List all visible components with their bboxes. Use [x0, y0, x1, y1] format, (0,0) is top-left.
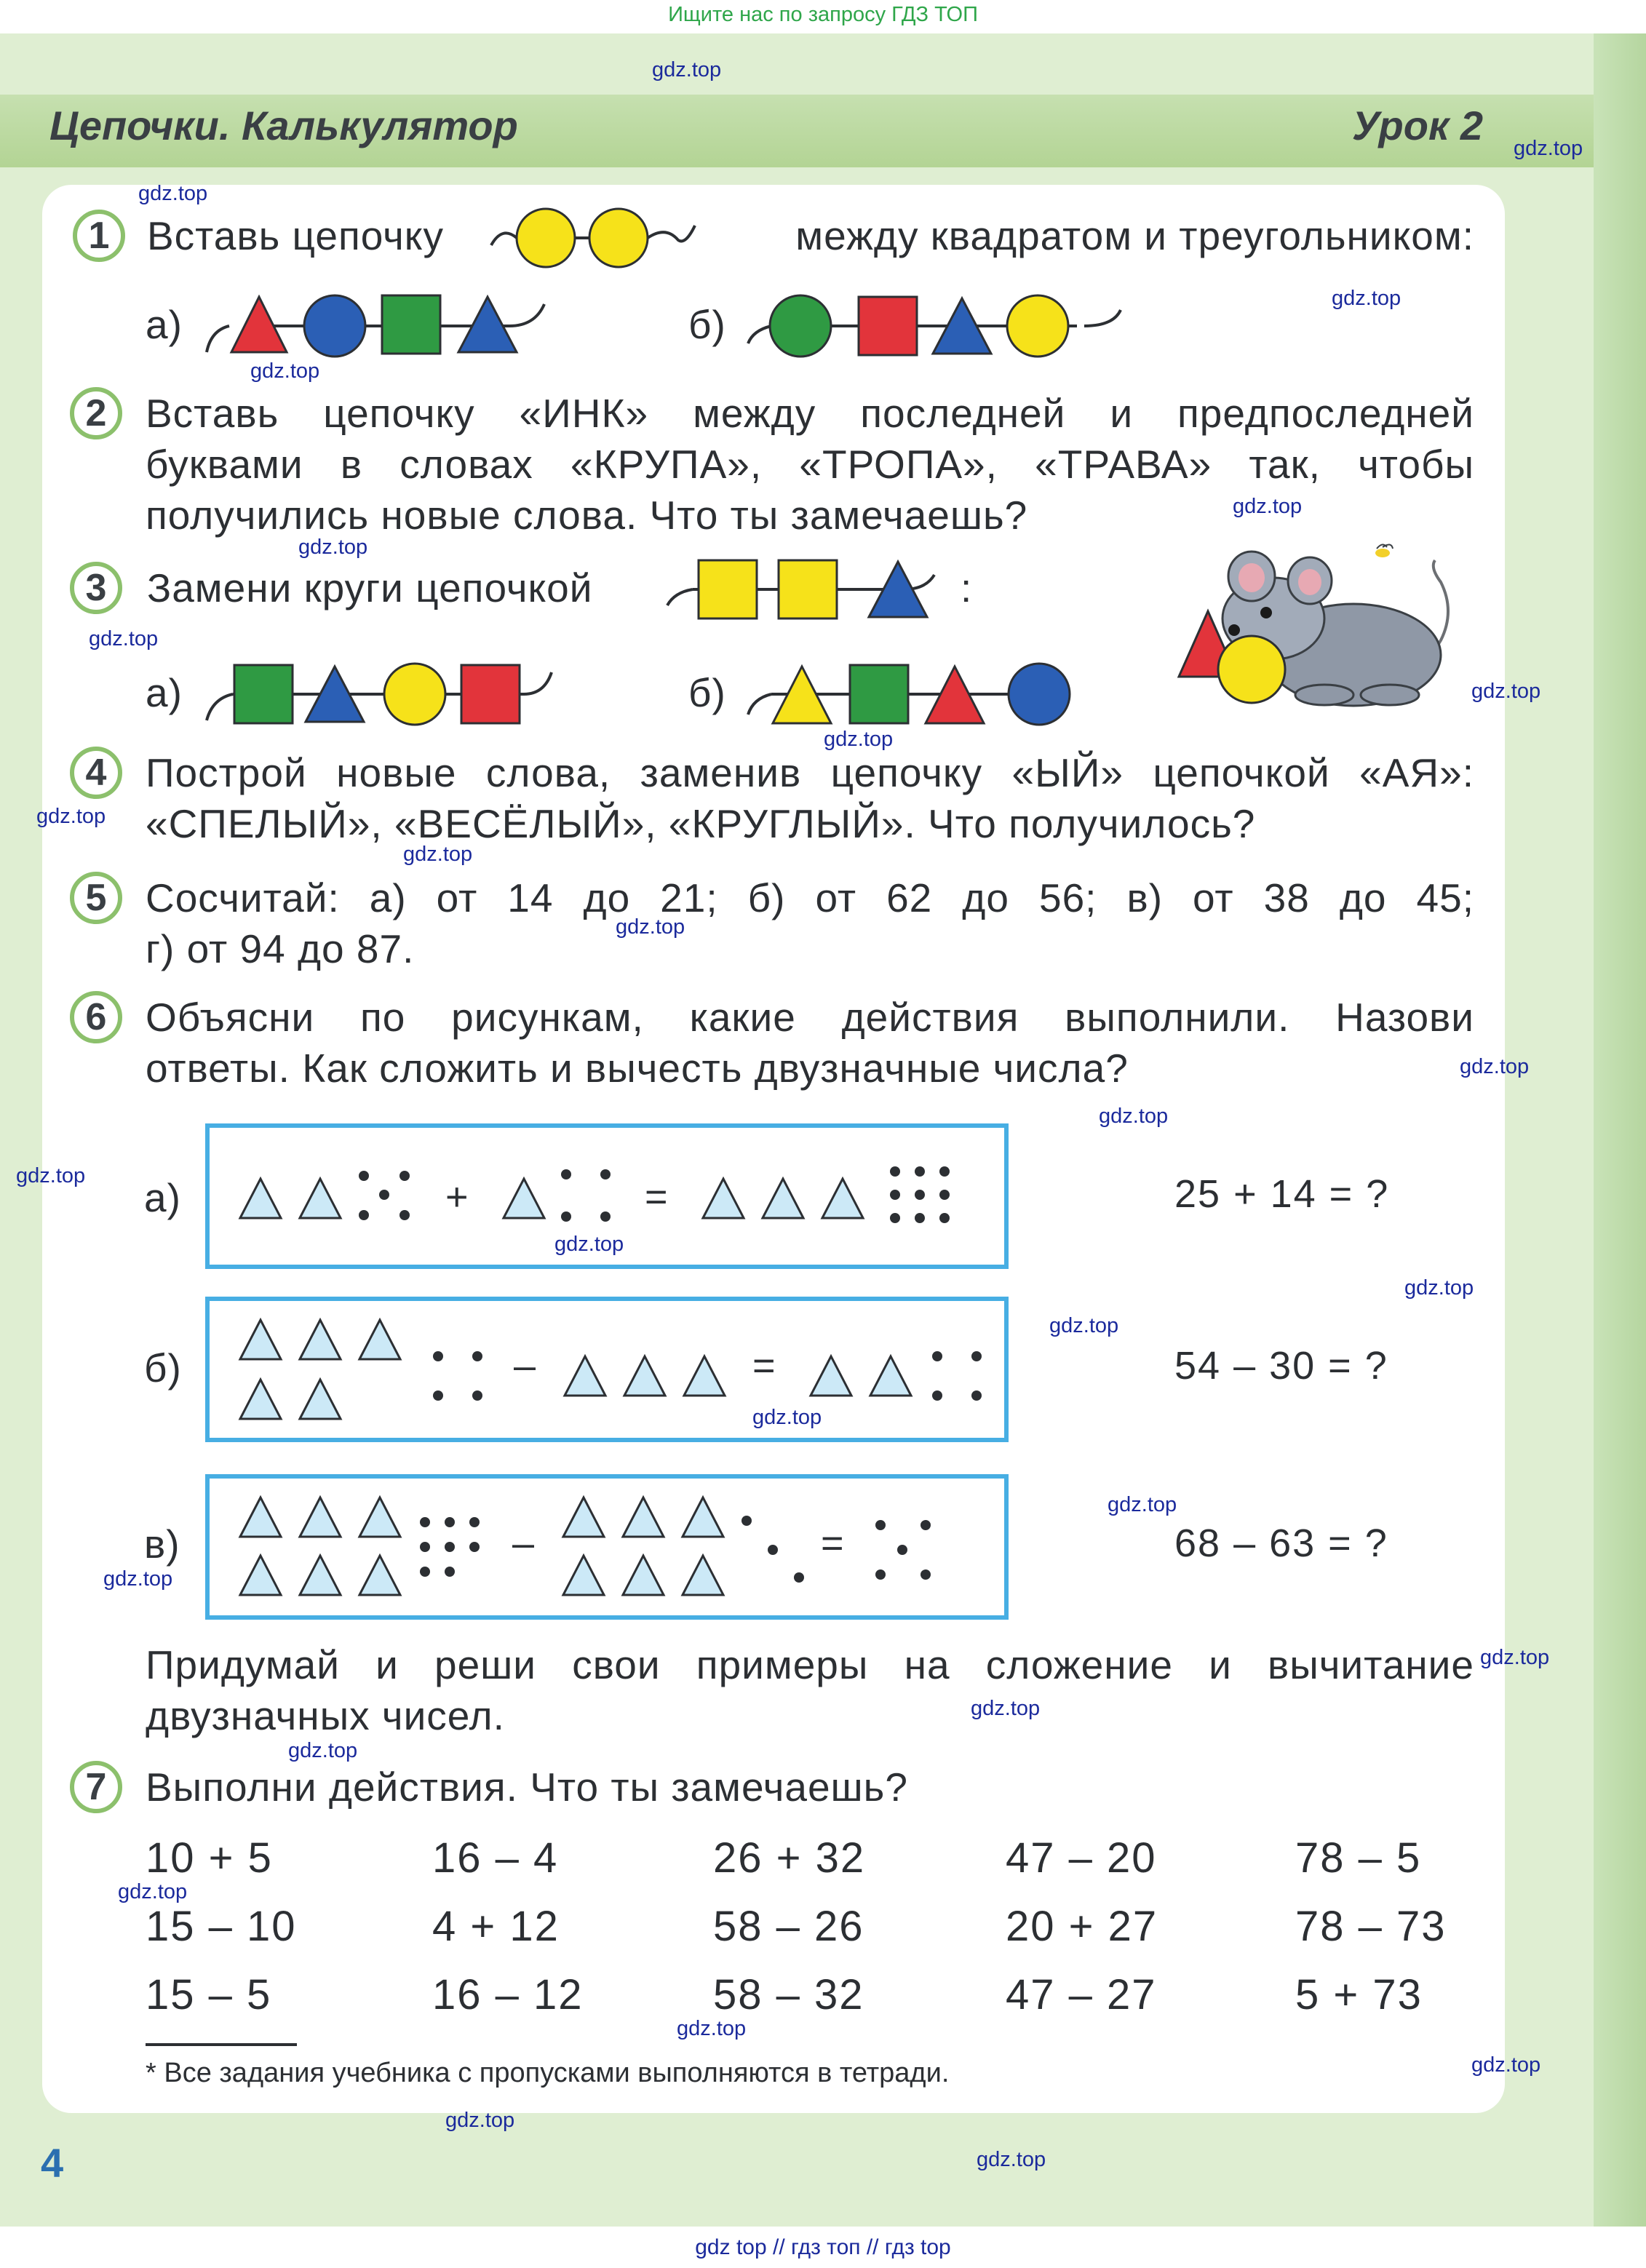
- task7-cell: 4 + 12: [432, 1903, 560, 1950]
- watermark: gdz.top: [824, 728, 894, 751]
- task6-line-1: Объясни по рисункам, какие действия выполнили. Назови: [146, 995, 1474, 1040]
- chain-task3-a: [204, 656, 568, 729]
- task1-text-b: между квадратом и треугольником:: [795, 213, 1474, 258]
- task7-cell: 58 – 26: [713, 1903, 864, 1950]
- page-title: Цепочки. Калькулятор: [49, 103, 518, 148]
- top-banner: [0, 0, 1646, 33]
- mouse-illustration: [1164, 531, 1470, 720]
- task7-text: Выполни действия. Что ты замечаешь?: [146, 1764, 908, 1810]
- task3-colon: :: [961, 565, 973, 610]
- task3-label-a: а): [146, 670, 183, 715]
- task6-after-line-1: Придумай и реши свои примеры на сложение и вычитание: [146, 1642, 1474, 1687]
- watermark: gdz.top: [652, 58, 722, 81]
- page-number: 4: [41, 2140, 64, 2186]
- watermark: gdz.top: [445, 2109, 515, 2132]
- task6-row-a-plus: +: [445, 1175, 470, 1219]
- task7-cell: 20 + 27: [1006, 1903, 1158, 1950]
- chain-task1-b: [742, 288, 1135, 361]
- task5-line-2: г) от 94 до 87.: [146, 926, 415, 971]
- page-edge: [1594, 33, 1646, 2227]
- task-number-3: 3: [70, 562, 122, 614]
- task1-label-b: б): [688, 302, 726, 347]
- watermark: gdz.top: [1471, 680, 1541, 703]
- task7-cell: 58 – 32: [713, 1971, 864, 2018]
- task7-cell: 16 – 12: [432, 1971, 584, 2018]
- watermark: gdz.top: [1233, 495, 1303, 518]
- task6-row-b-expr: 54 – 30 = ?: [1174, 1344, 1388, 1388]
- task7-cell: 5 + 73: [1295, 1971, 1423, 2018]
- watermark: gdz.top: [250, 359, 320, 383]
- watermark: gdz.top: [89, 627, 159, 650]
- task3-label-b: б): [688, 670, 726, 715]
- task6-row-c-expr: 68 – 63 = ?: [1174, 1521, 1388, 1565]
- watermark: gdz.top: [103, 1567, 173, 1591]
- task6-row-b-minus: –: [514, 1344, 538, 1388]
- watermark: gdz.top: [1471, 2053, 1541, 2077]
- top-banner-text: Ищите нас по запросу ГДЗ ТОП: [668, 3, 978, 26]
- task-number-6: 6: [70, 991, 122, 1043]
- watermark: gdz.top: [138, 182, 208, 205]
- footnote: * Все задания учебника с пропусками выполняются в тетради.: [146, 2058, 950, 2088]
- task2-line-2: буквами в словах «КРУПА», «ТРОПА», «ТРАВА» так, чтобы: [146, 442, 1474, 487]
- chain-task1-a: [204, 288, 553, 361]
- watermark: gdz.top: [1332, 287, 1402, 310]
- task6-row-a-expr: 25 + 14 = ?: [1174, 1172, 1390, 1216]
- bottom-banner: [0, 2227, 1646, 2268]
- task6-row-c-label: в): [144, 1521, 180, 1567]
- task6-after-line-2: двузначных чисел.: [146, 1693, 505, 1738]
- task6-row-a-eq: =: [645, 1175, 669, 1219]
- task-number-5: 5: [70, 872, 122, 924]
- watermark: gdz.top: [1099, 1105, 1169, 1128]
- task6-picture-a: [233, 1157, 990, 1237]
- watermark: gdz.top: [1049, 1314, 1119, 1337]
- watermark: gdz.top: [971, 1697, 1041, 1720]
- task-number-4: 4: [70, 747, 122, 799]
- task1-label-a: а): [146, 302, 183, 347]
- task-number-1: 1: [73, 210, 125, 262]
- watermark: gdz.top: [288, 1739, 358, 1762]
- task7-cell: 15 – 5: [146, 1971, 272, 2018]
- watermark: gdz.top: [1404, 1276, 1474, 1300]
- task6-row-a-label: а): [144, 1175, 181, 1220]
- task6-picture-c: [233, 1484, 990, 1608]
- task5-line-1: Сосчитай: а) от 14 до 21; б) от 62 до 56; в) от 38 до 45;: [146, 875, 1474, 920]
- task6-row-c-minus: –: [512, 1521, 536, 1565]
- watermark: gdz.top: [977, 2148, 1046, 2171]
- task7-cell: 47 – 27: [1006, 1971, 1157, 2018]
- watermark: gdz.top: [1108, 1493, 1177, 1516]
- task7-cell: 10 + 5: [146, 1834, 273, 1882]
- chain-task3-b: [742, 656, 1084, 729]
- watermark: gdz.top: [118, 1880, 188, 1903]
- watermark: gdz.top: [1480, 1646, 1550, 1669]
- watermark: gdz.top: [554, 1233, 624, 1256]
- watermark: gdz.top: [677, 2017, 747, 2040]
- watermark: gdz.top: [298, 536, 368, 559]
- task6-row-b-eq: =: [752, 1344, 777, 1388]
- bottom-banner-text: gdz top // гдз топ // гдз top: [695, 2235, 951, 2259]
- chain-task3-sample: [664, 553, 947, 626]
- task6-picture-b: [233, 1310, 990, 1433]
- task-number-7: 7: [70, 1761, 122, 1813]
- watermark: gdz.top: [16, 1164, 86, 1187]
- task7-cell: 78 – 5: [1295, 1834, 1422, 1882]
- lesson-label: Урок 2: [1352, 103, 1484, 148]
- watermark: gdz.top: [1460, 1055, 1530, 1078]
- watermark: gdz.top: [36, 805, 106, 828]
- chain-yellow-circles: [488, 205, 706, 271]
- watermark: gdz.top: [1514, 137, 1583, 160]
- task2-line-1: Вставь цепочку «ИНК» между последней и предпоследней: [146, 391, 1474, 436]
- watermark: gdz.top: [616, 915, 685, 939]
- task7-cell: 78 – 73: [1295, 1903, 1447, 1950]
- task7-cell: 47 – 20: [1006, 1834, 1157, 1882]
- task6-row-b-label: б): [144, 1345, 182, 1390]
- task7-cell: 26 + 32: [713, 1834, 866, 1882]
- task2-line-3: получились новые слова. Что ты замечаешь?: [146, 493, 1028, 538]
- task1-text-a: Вставь цепочку: [147, 213, 444, 258]
- task6-row-c-eq: =: [821, 1521, 846, 1565]
- task7-cell: 16 – 4: [432, 1834, 559, 1882]
- task7-cell: 15 – 10: [146, 1903, 297, 1950]
- watermark: gdz.top: [403, 843, 473, 866]
- task4-line-1: Построй новые слова, заменив цепочку «ЫЙ» цепочкой «АЯ»:: [146, 750, 1474, 795]
- task6-line-2: ответы. Как сложить и вычесть двузначные числа?: [146, 1046, 1129, 1091]
- task4-line-2: «СПЕЛЫЙ», «ВЕСЁЛЫЙ», «КРУГЛЫЙ». Что получилось?: [146, 801, 1256, 846]
- task-number-2: 2: [70, 387, 122, 439]
- task3-text: Замени круги цепочкой: [147, 565, 593, 610]
- watermark: gdz.top: [752, 1406, 822, 1429]
- footnote-rule: [146, 2043, 297, 2046]
